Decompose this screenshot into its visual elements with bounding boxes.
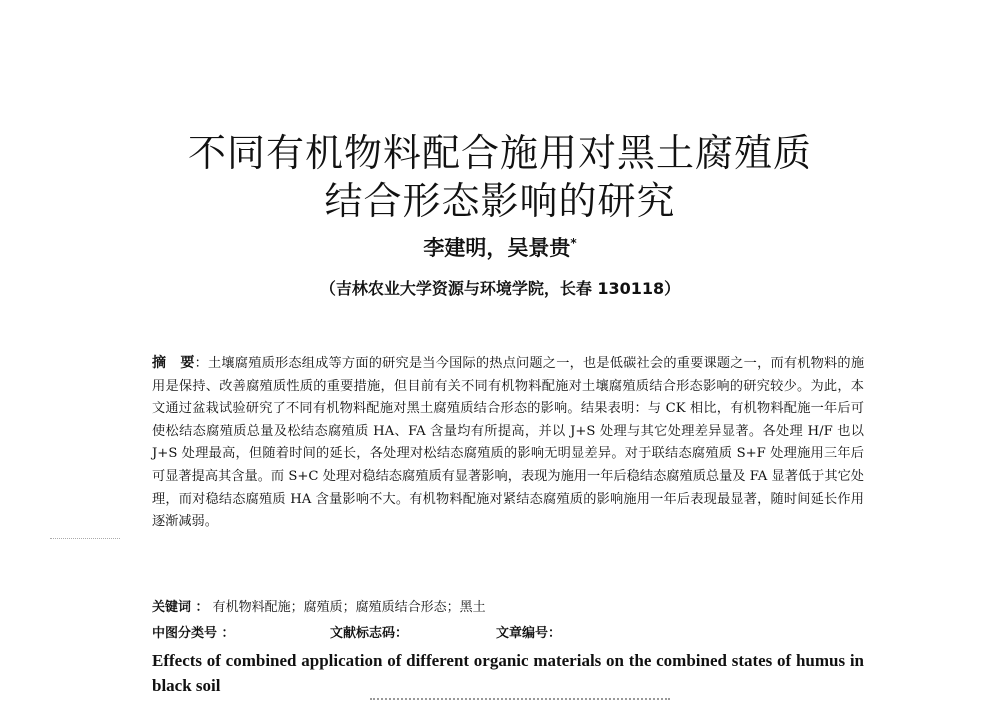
keywords-line bbox=[152, 596, 864, 615]
clc-number-label: 中图分类号 ： bbox=[152, 626, 235, 641]
document-code-label: 文献标志码： bbox=[330, 626, 409, 641]
article-number-label: 文章编号： bbox=[496, 626, 562, 641]
paper-title-line-2: 结合形态影响的研究 bbox=[324, 179, 676, 223]
affiliation: （吉林农业大学资源与环境学院，长春 130118） bbox=[319, 279, 681, 298]
abstract-block bbox=[152, 352, 864, 534]
keywords-text: 有机物料配施；腐殖质；腐殖质结合形态；黑土 bbox=[212, 600, 486, 615]
abstract-text: ：土壤腐殖质形态组成等方面的研究是当今国际的热点问题之一，也是低碳社会的重要课题之一，而有机物料的施用是保持、改善腐殖质性质的重要措施，但目前有关不同有机物料配施对土壤腐殖质结合形态影响的研究较少。为此，本文通过盆栽试验研究了不同有机物料配施对黑土腐殖质结合形态的影响。结果表明：与 CK 相比，有机物料配施一年后可使松结态腐殖质总量及松结态腐殖质 HA、FA 含量均有所提高，并以 J+S 处理与其它处理差异显著。各处理 H/F 也以 J+S 处理最高，但随着时间的延长，各处理对松结态腐殖质的影响无明显差异。对于联结态腐殖质 S+F 处理施用三年后可显著提高其含量。而 S+C 处理对稳结态腐殖质有显著影响，表现为施用一年后稳结态腐殖质总量及 FA 显著低于其它处理，而对稳结态腐殖质 HA 含量影响不大。有机物料配施对紧结态腐殖质的影响施用一年后表现最显著，随时间延长作用逐渐减弱。 bbox=[152, 356, 865, 530]
abstract-label: 摘 要 bbox=[152, 355, 195, 371]
english-title: Effects of combined application of different organic materials on the combined states of humus in black soil bbox=[152, 651, 864, 695]
corresponding-author-mark: * bbox=[570, 236, 577, 250]
cutoff-text-fragment bbox=[370, 698, 670, 706]
author-list bbox=[0, 232, 1000, 262]
author-names: 李建明，吴景贵 bbox=[423, 236, 571, 260]
scan-noise-mark bbox=[50, 538, 120, 545]
paper-title-line-1: 不同有机物料配合施用对黑土腐殖质 bbox=[187, 131, 812, 175]
keywords-label: 关键词 ： bbox=[152, 600, 209, 615]
